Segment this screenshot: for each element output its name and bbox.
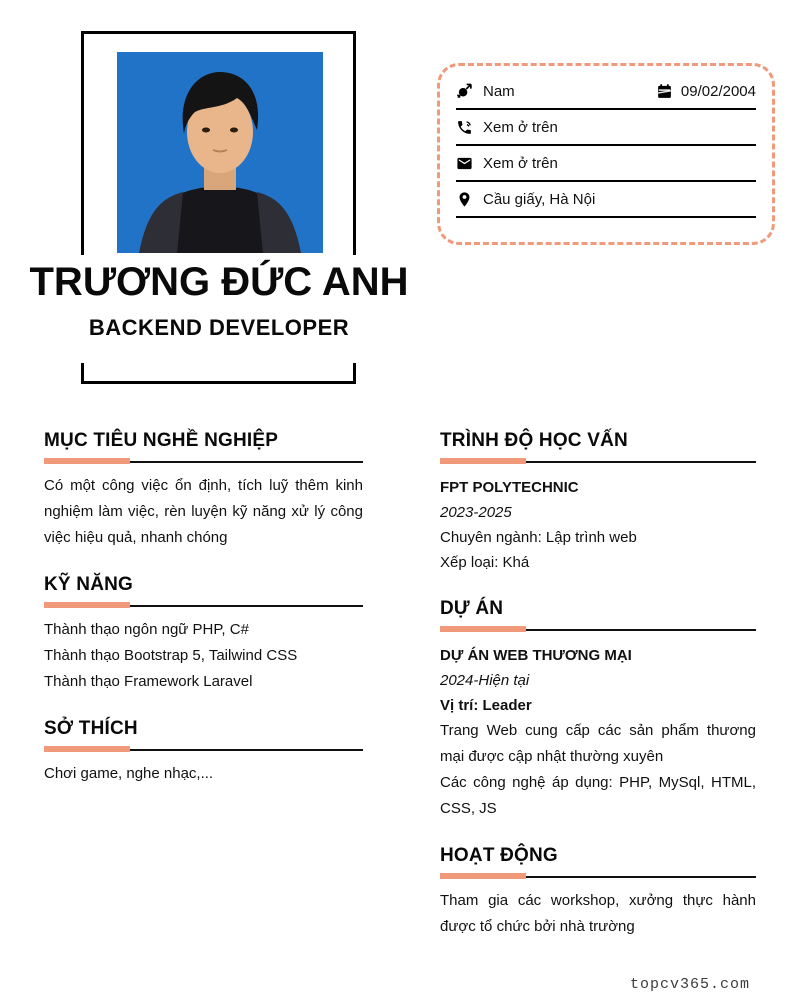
- skill-item: Thành thạo ngôn ngữ PHP, C#: [44, 621, 249, 638]
- skills-heading: KỸ NĂNG: [44, 574, 134, 595]
- section-skills: [44, 574, 363, 695]
- contact-row-address: [456, 182, 756, 218]
- calendar-icon: [656, 83, 673, 100]
- profile-photo: [117, 52, 323, 253]
- section-hobbies: [44, 718, 363, 787]
- location-icon: [456, 191, 473, 208]
- email-icon: [456, 155, 473, 172]
- education-major: Chuyên ngành: Lập trình web: [440, 529, 637, 546]
- section-objective: [44, 430, 363, 551]
- phone-value: Xem ở trên: [483, 118, 558, 136]
- contact-row-email: [456, 146, 756, 182]
- section-rule: [440, 873, 756, 879]
- project-role: Vị trí: Leader: [440, 697, 532, 714]
- hobbies-body: Chơi game, nghe nhạc,...: [44, 765, 214, 782]
- dob-value: 09/02/2004: [680, 82, 756, 100]
- objective-heading: MỤC TIÊU NGHỀ NGHIỆP: [44, 430, 279, 451]
- skill-item: Thành thạo Framework Laravel: [44, 673, 253, 690]
- email-value: Xem ở trên: [483, 154, 558, 172]
- hobbies-heading: SỞ THÍCH: [44, 718, 138, 739]
- project-name: DỰ ÁN WEB THƯƠNG MẠI: [440, 647, 632, 664]
- contact-box: [437, 63, 775, 245]
- right-column: [440, 430, 756, 963]
- contact-row-phone: [456, 110, 756, 146]
- section-rule: [44, 746, 363, 752]
- section-rule: [44, 458, 363, 464]
- education-grade: Xếp loại: Khá: [440, 554, 530, 571]
- section-rule: [44, 602, 363, 608]
- activities-body: Tham gia các workshop, xưởng thực hành được tổ chức bởi nhà trường: [440, 892, 756, 935]
- projects-heading: DỰ ÁN: [440, 598, 504, 619]
- section-rule: [440, 458, 756, 464]
- education-heading: TRÌNH ĐỘ HỌC VẤN: [440, 430, 628, 451]
- education-period: 2023-2025: [440, 504, 512, 521]
- phone-icon: [456, 119, 473, 136]
- project-description: Trang Web cung cấp các sản phẩm thương mại được cập nhật thường xuyên: [440, 722, 756, 765]
- gender-icon: [456, 83, 473, 100]
- header-name-band: [10, 255, 428, 363]
- section-projects: [440, 598, 756, 822]
- person-role: BACKEND DEVELOPER: [88, 315, 350, 340]
- contact-row-gender-dob: [456, 74, 756, 110]
- address-value: Cầu giấy, Hà Nội: [483, 190, 596, 208]
- objective-body: Có một công việc ổn định, tích luỹ thêm kinh nghiệm làm việc, rèn luyện kỹ năng xử lý công việc hiệu quả, nhanh chóng: [44, 477, 363, 546]
- gender-value: Nam: [483, 82, 515, 100]
- activities-heading: HOẠT ĐỘNG: [440, 845, 558, 866]
- education-school: FPT POLYTECHNIC: [440, 479, 579, 496]
- person-name: TRƯƠNG ĐỨC ANH: [29, 260, 409, 304]
- project-technologies: Các công nghệ áp dụng: PHP, MySql, HTML, CSS, JS: [440, 774, 756, 817]
- section-rule: [440, 626, 756, 632]
- project-period: 2024-Hiện tại: [440, 672, 530, 689]
- section-activities: [440, 845, 756, 940]
- left-column: [44, 430, 363, 810]
- section-education: [440, 430, 756, 575]
- watermark: topcv365.com: [629, 976, 750, 993]
- skill-item: Thành thạo Bootstrap 5, Tailwind CSS: [44, 647, 298, 664]
